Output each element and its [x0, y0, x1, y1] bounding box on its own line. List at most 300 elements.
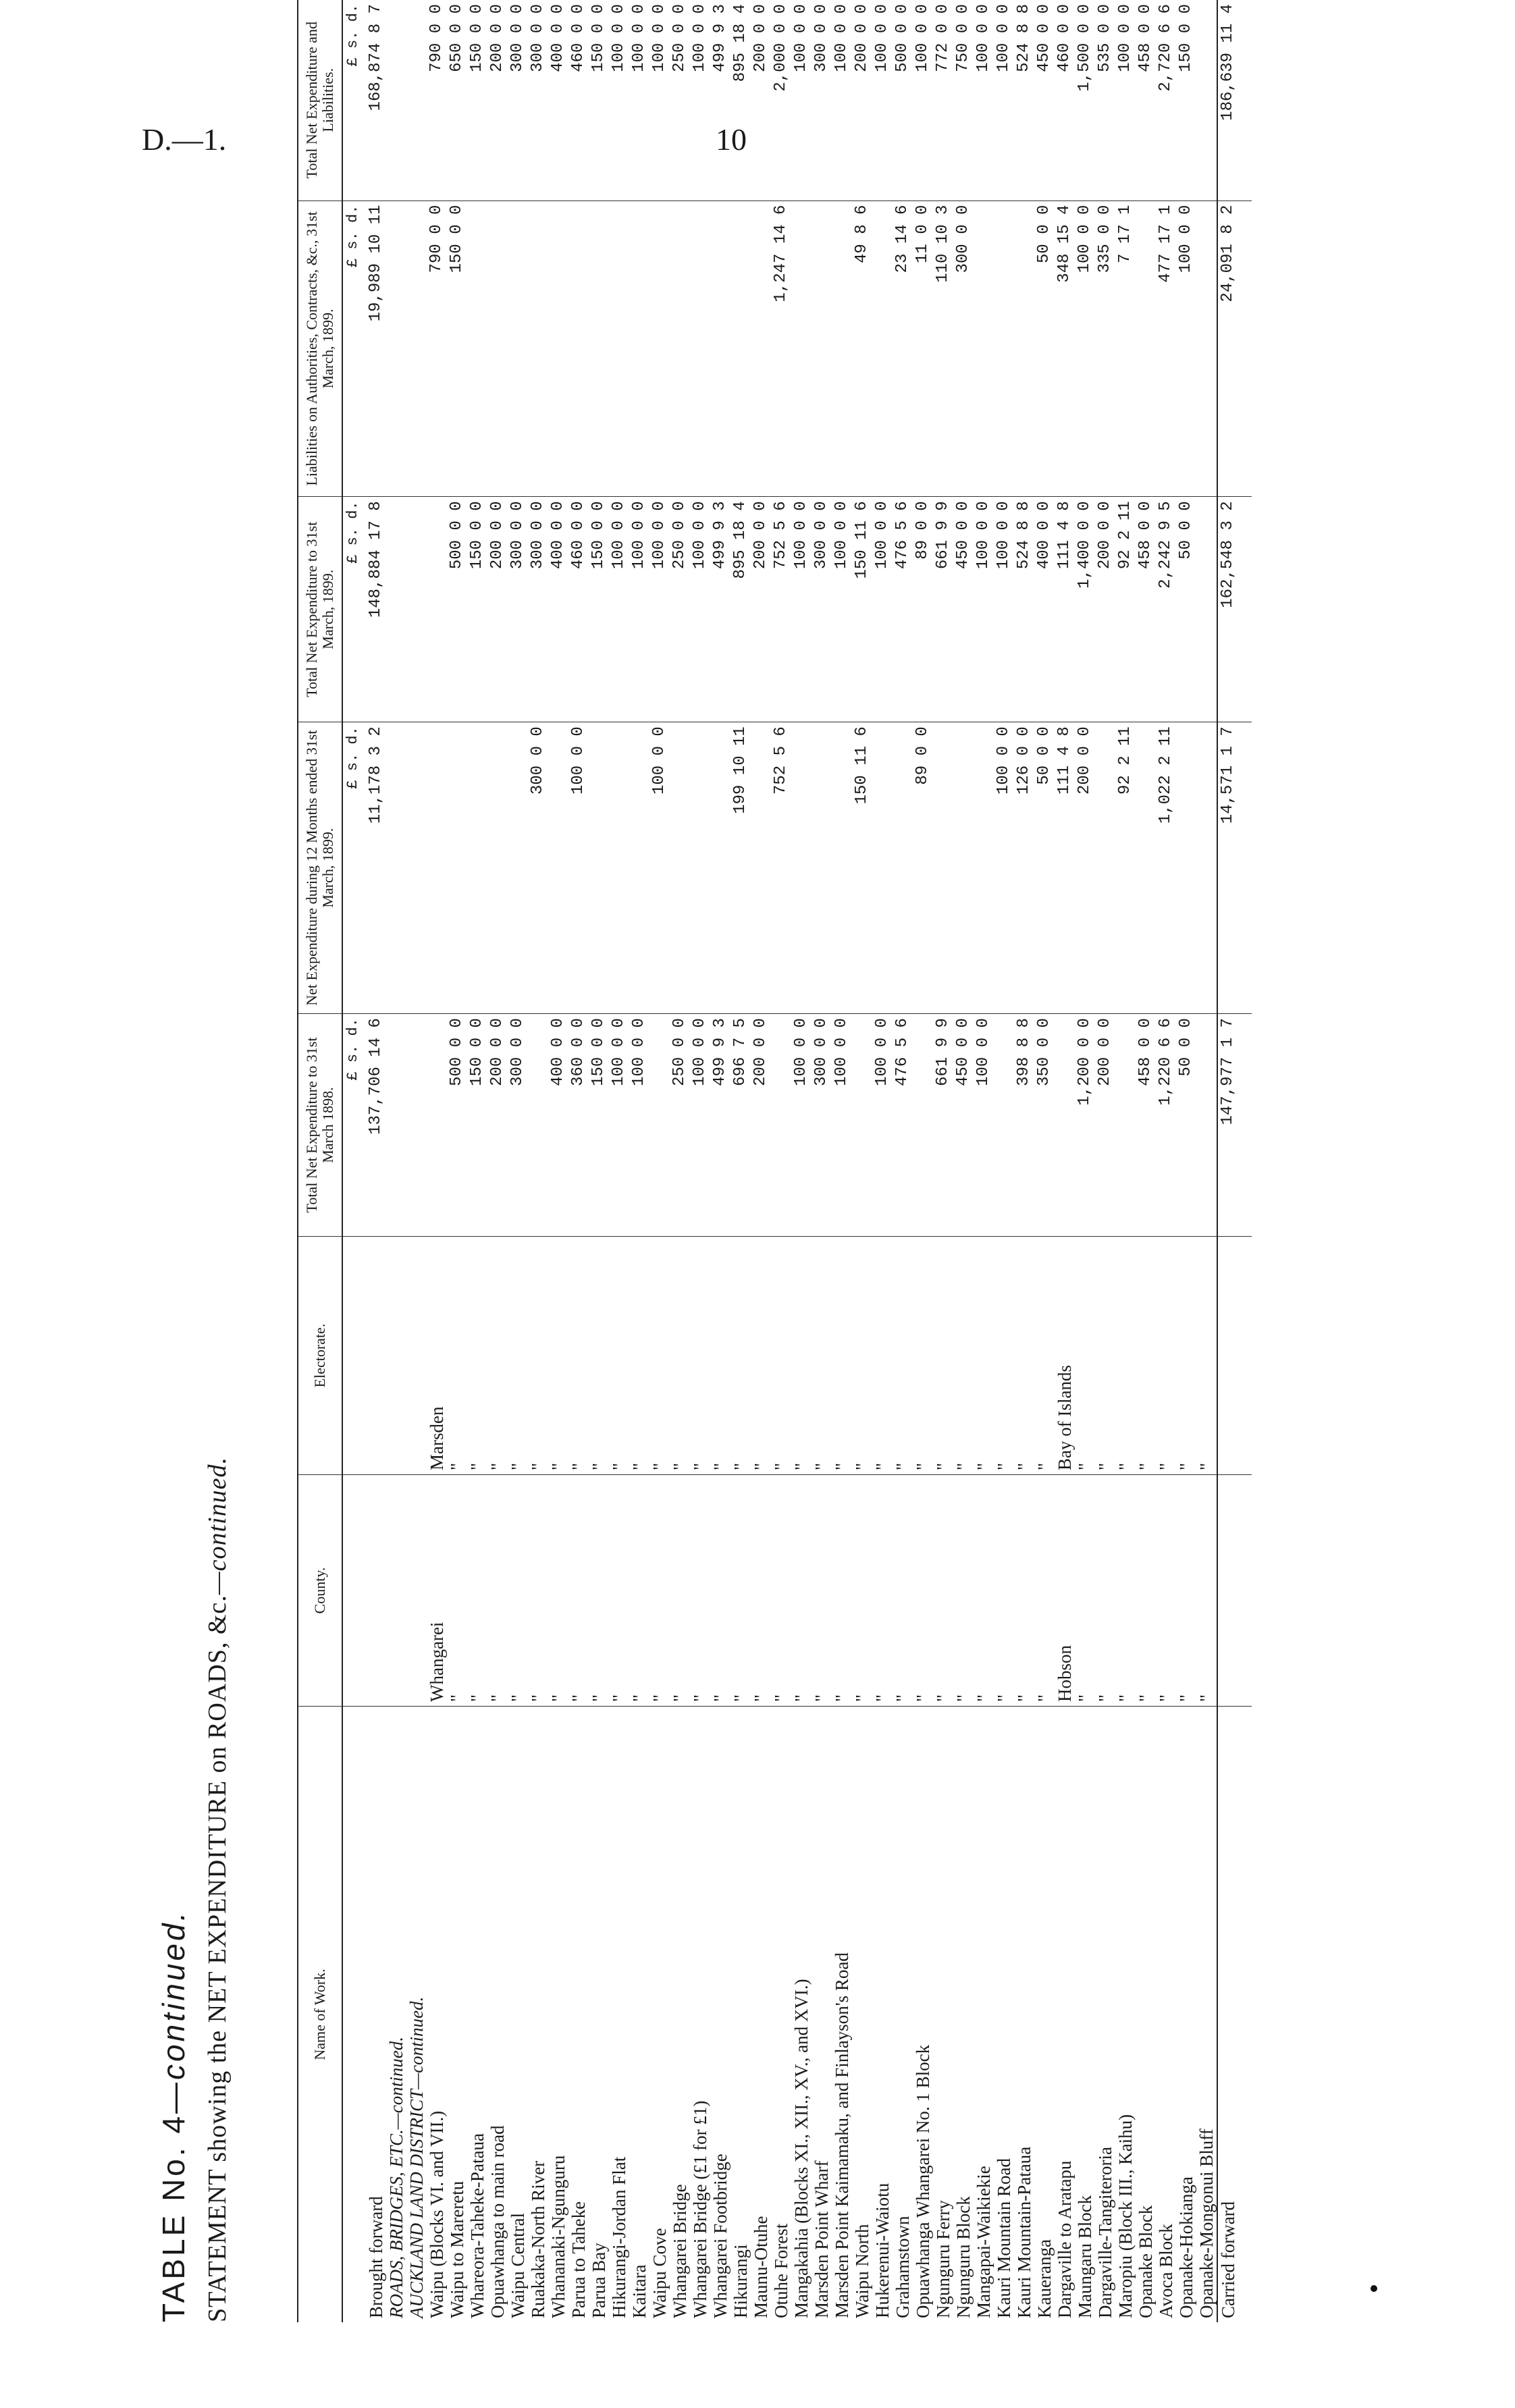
cell-c4 — [751, 200, 771, 497]
cell-c3: 150 11 6 — [852, 497, 872, 722]
table-row — [1136, 0, 1156, 2322]
cell — [406, 722, 427, 1014]
cell-c2 — [487, 722, 508, 1014]
bf-c2: 11,178 3 2 — [366, 722, 386, 1014]
cell-c1 — [771, 1014, 791, 1237]
table-row — [1176, 0, 1196, 2322]
cell-county: " — [548, 1475, 568, 1707]
cell-c2 — [629, 722, 649, 1014]
cell-c2: 200 0 0 — [1075, 722, 1095, 1014]
cell-elect: " — [791, 1237, 812, 1475]
cell-c3: 92 2 11 — [1115, 497, 1136, 722]
cell-c3: 100 0 0 — [609, 497, 629, 722]
expenditure-table — [297, 0, 1252, 2322]
cell-c4: 348 15 4 — [1055, 200, 1075, 497]
cell-county: " — [508, 1475, 528, 1707]
unit-cell: £ s. d. — [342, 497, 366, 722]
section-heading: ROADS, BRIDGES, ETC.—continued. — [386, 2037, 406, 2318]
cell-county: " — [1075, 1475, 1095, 1707]
cell-county: " — [852, 1475, 872, 1707]
section-row — [386, 0, 406, 2322]
cell-county: " — [568, 1475, 589, 1707]
cell-c1: 1,200 0 0 — [1075, 1014, 1095, 1237]
cell-c1: 150 0 0 — [589, 1014, 609, 1237]
cell-c3: 200 0 0 — [751, 497, 771, 722]
cell-county: " — [1136, 1475, 1156, 1707]
cell-county: " — [1176, 1475, 1196, 1707]
cell-c1: 476 5 6 — [893, 1014, 913, 1237]
cell — [1217, 1475, 1252, 1707]
cell-c2 — [508, 722, 528, 1014]
section-row — [406, 0, 427, 2322]
cell-county: " — [730, 1475, 751, 1707]
cell-c4: 790 0 0 — [427, 200, 447, 497]
table-row — [427, 0, 447, 2322]
cell-county: Whangarei — [427, 1475, 447, 1707]
table-row — [893, 0, 913, 2322]
cell-c2 — [1136, 722, 1156, 1014]
cell-c2: 100 0 0 — [568, 722, 589, 1014]
cell-c2 — [670, 722, 690, 1014]
cell-c2 — [1176, 722, 1196, 1014]
cell-elect: " — [710, 1237, 730, 1475]
cell-county: " — [933, 1475, 953, 1707]
table-subtitle — [203, 0, 232, 2322]
table-row — [548, 0, 568, 2322]
cell-c5: 200 0 0 — [751, 0, 771, 200]
cell-county: " — [710, 1475, 730, 1707]
table-title — [155, 0, 192, 2322]
cell-county: " — [751, 1475, 771, 1707]
cell-c2 — [589, 722, 609, 1014]
cell-county: " — [690, 1475, 710, 1707]
cell-c2 — [974, 722, 994, 1014]
table-row — [487, 0, 508, 2322]
cell-c1: 450 0 0 — [953, 1014, 974, 1237]
cell-c5: 400 0 0 — [548, 0, 568, 200]
cell-c2 — [791, 722, 812, 1014]
cell — [406, 1475, 427, 1707]
cell-c1: 1,220 6 6 — [1156, 1014, 1176, 1237]
cell-name: Whangarei Footbridge — [710, 2153, 730, 2318]
cell-c2: 100 0 0 — [994, 722, 1014, 1014]
cell-c3: 100 0 0 — [629, 497, 649, 722]
table-row — [872, 0, 893, 2322]
cell-elect: " — [872, 1237, 893, 1475]
unit-cell: £ s. d. — [342, 1014, 366, 1237]
bf-c3: 148,884 17 8 — [366, 497, 386, 722]
cell-c2 — [1196, 722, 1217, 1014]
table-row — [710, 0, 730, 2322]
table-row — [649, 0, 670, 2322]
unit-cell: £ s. d. — [342, 200, 366, 497]
cell-c5: 150 0 0 — [589, 0, 609, 200]
table-row — [508, 0, 528, 2322]
table-row — [568, 0, 589, 2322]
stray-ink-mark — [1371, 2285, 1377, 2292]
header-row — [298, 0, 342, 2322]
cell-c1: 200 0 0 — [751, 1014, 771, 1237]
cell-c2: 300 0 0 — [528, 722, 548, 1014]
cell-c5 — [1196, 0, 1217, 200]
table-row — [1156, 0, 1176, 2322]
col-header: County. — [298, 1475, 342, 1707]
cell-elect: " — [893, 1237, 913, 1475]
cell-elect: " — [751, 1237, 771, 1475]
cell-c3: 499 9 3 — [710, 497, 730, 722]
bf-c1: 137,706 14 6 — [366, 1014, 386, 1237]
cell-c5: 150 0 0 — [467, 0, 487, 200]
cell-c2: 100 0 0 — [649, 722, 670, 1014]
cell-elect: " — [649, 1237, 670, 1475]
cell — [366, 1475, 386, 1707]
cell — [406, 200, 427, 497]
cell-c5: 2,000 0 0 — [771, 0, 791, 200]
page-number: 10 — [716, 122, 747, 157]
cell-county: " — [670, 1475, 690, 1707]
cell-c1: 200 0 0 — [1095, 1014, 1115, 1237]
cell-c3: 460 0 0 — [568, 497, 589, 722]
cell-c5: 772 0 0 — [933, 0, 953, 200]
cell-c4: 11 0 0 — [913, 200, 933, 497]
cell-county: " — [528, 1475, 548, 1707]
cell-c1 — [994, 1014, 1014, 1237]
cell-c5: 100 0 0 — [994, 0, 1014, 200]
cell-name: Dargaville to Aratapu — [1055, 2160, 1075, 2318]
cell-county: " — [913, 1475, 933, 1707]
cell — [386, 1237, 406, 1475]
table-row — [730, 0, 751, 2322]
cell-c2: 150 11 6 — [852, 722, 872, 1014]
cell-name: Mangapai-Waikiekie — [974, 2166, 994, 2318]
cell — [406, 497, 427, 722]
cell-name: Whangarei Bridge — [670, 2184, 690, 2318]
col-header: Liabilities on Authorities, Contracts, &c., 31st March, 1899. — [298, 200, 342, 497]
cell-county: " — [812, 1475, 832, 1707]
bf-c4: 19,989 10 11 — [366, 200, 386, 497]
cell-county: " — [953, 1475, 974, 1707]
cell-c3: 752 5 6 — [771, 497, 791, 722]
cell-name: Whareora-Taheke-Pataua — [467, 2133, 487, 2318]
cell-name: Maungaru Block — [1075, 2195, 1095, 2318]
cell-elect: " — [548, 1237, 568, 1475]
cell-c1 — [649, 1014, 670, 1237]
cell-c4 — [1136, 200, 1156, 497]
table-body — [342, 0, 1217, 2322]
cell — [406, 1237, 427, 1475]
cell-name: Avoca Block — [1156, 2224, 1176, 2318]
cell-name: Parua to Taheke — [568, 2201, 589, 2318]
cell-name: Maropiu (Block III., Kaihu) — [1115, 2114, 1136, 2318]
cell-c4 — [872, 200, 893, 497]
cell-name: Kaitara — [629, 2264, 649, 2318]
cell-c4: 110 10 3 — [933, 200, 953, 497]
cell — [342, 1707, 366, 2323]
cell-c4: 1,247 14 6 — [771, 200, 791, 497]
cell-c4 — [609, 200, 629, 497]
cell-c2 — [710, 722, 730, 1014]
table-row — [974, 0, 994, 2322]
table-row — [852, 0, 872, 2322]
cell-c5: 535 0 0 — [1095, 0, 1115, 200]
cell-c4 — [548, 200, 568, 497]
cell-c2 — [933, 722, 953, 1014]
cell-elect: " — [528, 1237, 548, 1475]
cell-c2 — [832, 722, 852, 1014]
cell-name: Waipu North — [852, 2224, 872, 2318]
cell-c1 — [427, 1014, 447, 1237]
cell-c4 — [974, 200, 994, 497]
cell-c4 — [791, 200, 812, 497]
cell-c3: 100 0 0 — [791, 497, 812, 722]
cell-county: " — [832, 1475, 852, 1707]
cell-name: Opuawhanga to main road — [487, 2125, 508, 2318]
cell-elect: " — [730, 1237, 751, 1475]
cell-c5: 100 0 0 — [1115, 0, 1136, 200]
cell-c4 — [710, 200, 730, 497]
cell-c5: 100 0 0 — [791, 0, 812, 200]
table-row — [589, 0, 609, 2322]
table-row — [528, 0, 548, 2322]
col-header: Electorate. — [298, 1237, 342, 1475]
cell-county: " — [487, 1475, 508, 1707]
col-header: Total Net Expenditure to 31st March 1898. — [298, 1014, 342, 1237]
cell-name: Hukerenui-Waiotu — [872, 2183, 893, 2318]
table-row — [933, 0, 953, 2322]
brought-forward-row — [366, 0, 386, 2322]
cell-elect: " — [1156, 1237, 1176, 1475]
cell-c3: 500 0 0 — [447, 497, 467, 722]
cell-name: Ngunguru Block — [953, 2196, 974, 2318]
cell — [386, 0, 406, 200]
cell-c1 — [852, 1014, 872, 1237]
cell-c1: 300 0 0 — [508, 1014, 528, 1237]
cf-c5: 186,639 11 4 — [1217, 0, 1252, 200]
cell-c2 — [1095, 722, 1115, 1014]
cell-c3: 200 0 0 — [487, 497, 508, 722]
cell-c4 — [487, 200, 508, 497]
cell-name: Opuawhanga Whangarei No. 1 Block — [913, 2044, 933, 2318]
cell-c4 — [730, 200, 751, 497]
cell-elect: " — [1034, 1237, 1055, 1475]
cell-name: Kauri Mountain Road — [994, 2158, 1014, 2318]
cell — [386, 722, 406, 1014]
cell-name: Hikurangi — [730, 2244, 751, 2318]
cell-name: Kaueranga — [1034, 2239, 1055, 2318]
cell-name: Ruakaka-North River — [528, 2160, 548, 2318]
cell-c3: 450 0 0 — [953, 497, 974, 722]
table-row — [771, 0, 791, 2322]
cf-c4: 24,091 8 2 — [1217, 200, 1252, 497]
cell-c1: 398 8 8 — [1014, 1014, 1034, 1237]
cell-name: Kauri Mountain-Pataua — [1014, 2146, 1034, 2318]
cell-c3: 100 0 0 — [872, 497, 893, 722]
cell-name: Opanake-Hokianga — [1176, 2176, 1196, 2318]
table-row — [953, 0, 974, 2322]
cell-c4 — [690, 200, 710, 497]
cell-c5: 300 0 0 — [528, 0, 548, 200]
cell-c1: 150 0 0 — [467, 1014, 487, 1237]
cell-elect: " — [913, 1237, 933, 1475]
cell-elect: " — [1075, 1237, 1095, 1475]
cell-c4 — [1196, 200, 1217, 497]
cell-county: " — [1196, 1475, 1217, 1707]
cell-elect: " — [994, 1237, 1014, 1475]
cell-county: " — [1115, 1475, 1136, 1707]
cell-elect: " — [609, 1237, 629, 1475]
cell-name: Ngunguru Ferry — [933, 2200, 953, 2318]
cell — [342, 1475, 366, 1707]
cell-c3: 400 0 0 — [548, 497, 568, 722]
cell — [406, 0, 427, 200]
cell-name: Opanake-Mongonui Bluff — [1196, 2129, 1217, 2318]
cell-c1: 458 0 0 — [1136, 1014, 1156, 1237]
cell-c1 — [528, 1014, 548, 1237]
cell-c5: 460 0 0 — [1055, 0, 1075, 200]
cell-c3: 111 4 8 — [1055, 497, 1075, 722]
cell-c5: 150 0 0 — [1176, 0, 1196, 200]
cell-c4: 150 0 0 — [447, 200, 467, 497]
cell-c1: 100 0 0 — [791, 1014, 812, 1237]
cell-c3: 150 0 0 — [589, 497, 609, 722]
cell-c2 — [872, 722, 893, 1014]
cell-c2: 50 0 0 — [1034, 722, 1055, 1014]
cell-c4: 100 0 0 — [1075, 200, 1095, 497]
cell-c1: 400 0 0 — [548, 1014, 568, 1237]
cell-name: Waipu Cove — [649, 2228, 670, 2318]
cell-county: " — [1014, 1475, 1034, 1707]
cell — [386, 200, 406, 497]
cell-county: Hobson — [1055, 1475, 1075, 1707]
cell-c4 — [1014, 200, 1034, 497]
cell-c3: 661 9 9 — [933, 497, 953, 722]
cell-c2 — [548, 722, 568, 1014]
cell-county: " — [791, 1475, 812, 1707]
cell-c3: 300 0 0 — [528, 497, 548, 722]
cell-c2: 126 0 0 — [1014, 722, 1034, 1014]
cell-c1: 100 0 0 — [690, 1014, 710, 1237]
cell-c4 — [568, 200, 589, 497]
cell-c5: 250 0 0 — [670, 0, 690, 200]
cell-c1: 50 0 0 — [1176, 1014, 1196, 1237]
cell — [1217, 1237, 1252, 1475]
cell — [342, 1237, 366, 1475]
cell-c2: 89 0 0 — [913, 722, 933, 1014]
col-header: Total Net Expenditure to 31st March, 1899. — [298, 497, 342, 722]
cell-name: Mangakahia (Blocks XI., XII., XV., and XVI.) — [791, 1979, 812, 2318]
cell-c4 — [629, 200, 649, 497]
cell-c3: 150 0 0 — [467, 497, 487, 722]
cell-c1: 100 0 0 — [609, 1014, 629, 1237]
cell-c1: 360 0 0 — [568, 1014, 589, 1237]
cell-c1: 200 0 0 — [487, 1014, 508, 1237]
cell-c5: 100 0 0 — [629, 0, 649, 200]
cell-c3: 476 5 6 — [893, 497, 913, 722]
cell-c5: 100 0 0 — [832, 0, 852, 200]
cell-c2 — [690, 722, 710, 1014]
cell-c4 — [508, 200, 528, 497]
cell-c5: 450 0 0 — [1034, 0, 1055, 200]
cell-elect: " — [629, 1237, 649, 1475]
cell-c3: 895 18 4 — [730, 497, 751, 722]
cell-c3: 89 0 0 — [913, 497, 933, 722]
cell-c5: 300 0 0 — [812, 0, 832, 200]
table-row — [1075, 0, 1095, 2322]
col-header: Total Net Expenditure and Liabilities. — [298, 0, 342, 200]
cell-county: " — [649, 1475, 670, 1707]
cell-c1: 350 0 0 — [1034, 1014, 1055, 1237]
table-row — [994, 0, 1014, 2322]
cell-c1 — [1055, 1014, 1075, 1237]
cell-c3: 250 0 0 — [670, 497, 690, 722]
bf-c5: 168,874 8 7 — [366, 0, 386, 200]
page-identifier: D.—1. — [142, 122, 227, 157]
cell-c2 — [467, 722, 487, 1014]
cell-name: Maunu-Otuhe — [751, 2216, 771, 2318]
cell-c1: 250 0 0 — [670, 1014, 690, 1237]
cell-elect: " — [974, 1237, 994, 1475]
cell-c3 — [1196, 497, 1217, 722]
carried-forward-row — [1217, 0, 1252, 2322]
cell-c3: 100 0 0 — [994, 497, 1014, 722]
cell-c5: 100 0 0 — [609, 0, 629, 200]
cell-county: " — [609, 1475, 629, 1707]
cell-c3: 50 0 0 — [1176, 497, 1196, 722]
table-row — [1034, 0, 1055, 2322]
table-row — [467, 0, 487, 2322]
cf-c2: 14,571 1 7 — [1217, 722, 1252, 1014]
cell-c5: 100 0 0 — [974, 0, 994, 200]
cell-c1 — [1196, 1014, 1217, 1237]
cell-c1: 100 0 0 — [974, 1014, 994, 1237]
cell-c3: 100 0 0 — [832, 497, 852, 722]
table-title-main: TABLE No. 4 — [156, 2113, 191, 2322]
cell-c4 — [670, 200, 690, 497]
cell-name: Dargaville-Tangiteroria — [1095, 2147, 1115, 2318]
cell-name: Waipu (Blocks VI. and VII.) — [427, 2110, 447, 2318]
cell-c3: 400 0 0 — [1034, 497, 1055, 722]
cell-c3: 100 0 0 — [649, 497, 670, 722]
cell-c5: 100 0 0 — [690, 0, 710, 200]
cell-c3: 1,400 0 0 — [1075, 497, 1095, 722]
cell-c4 — [649, 200, 670, 497]
cell-c5: 750 0 0 — [953, 0, 974, 200]
cell-c1: 100 0 0 — [832, 1014, 852, 1237]
cf-c1: 147,977 1 7 — [1217, 1014, 1252, 1237]
cell-county: " — [629, 1475, 649, 1707]
cell-c2 — [751, 722, 771, 1014]
cell-c5: 650 0 0 — [447, 0, 467, 200]
cell-c5: 100 0 0 — [649, 0, 670, 200]
cell-name: Parua Bay — [589, 2243, 609, 2318]
brought-forward-label: Brought forward — [366, 2196, 386, 2318]
cell-c4 — [589, 200, 609, 497]
cell-elect: " — [1196, 1237, 1217, 1475]
cell-county: " — [771, 1475, 791, 1707]
cell-elect: " — [1136, 1237, 1156, 1475]
cell-c1: 696 7 5 — [730, 1014, 751, 1237]
cell-c5: 500 0 0 — [893, 0, 913, 200]
table-title-cont: —continued. — [156, 1909, 191, 2114]
col-header: Name of Work. — [298, 1707, 342, 2323]
cf-c3: 162,548 3 2 — [1217, 497, 1252, 722]
cell-c2 — [893, 722, 913, 1014]
table-row — [1115, 0, 1136, 2322]
cell — [386, 497, 406, 722]
cell-c1: 100 0 0 — [872, 1014, 893, 1237]
cell-elect: " — [771, 1237, 791, 1475]
cell — [386, 1014, 406, 1237]
